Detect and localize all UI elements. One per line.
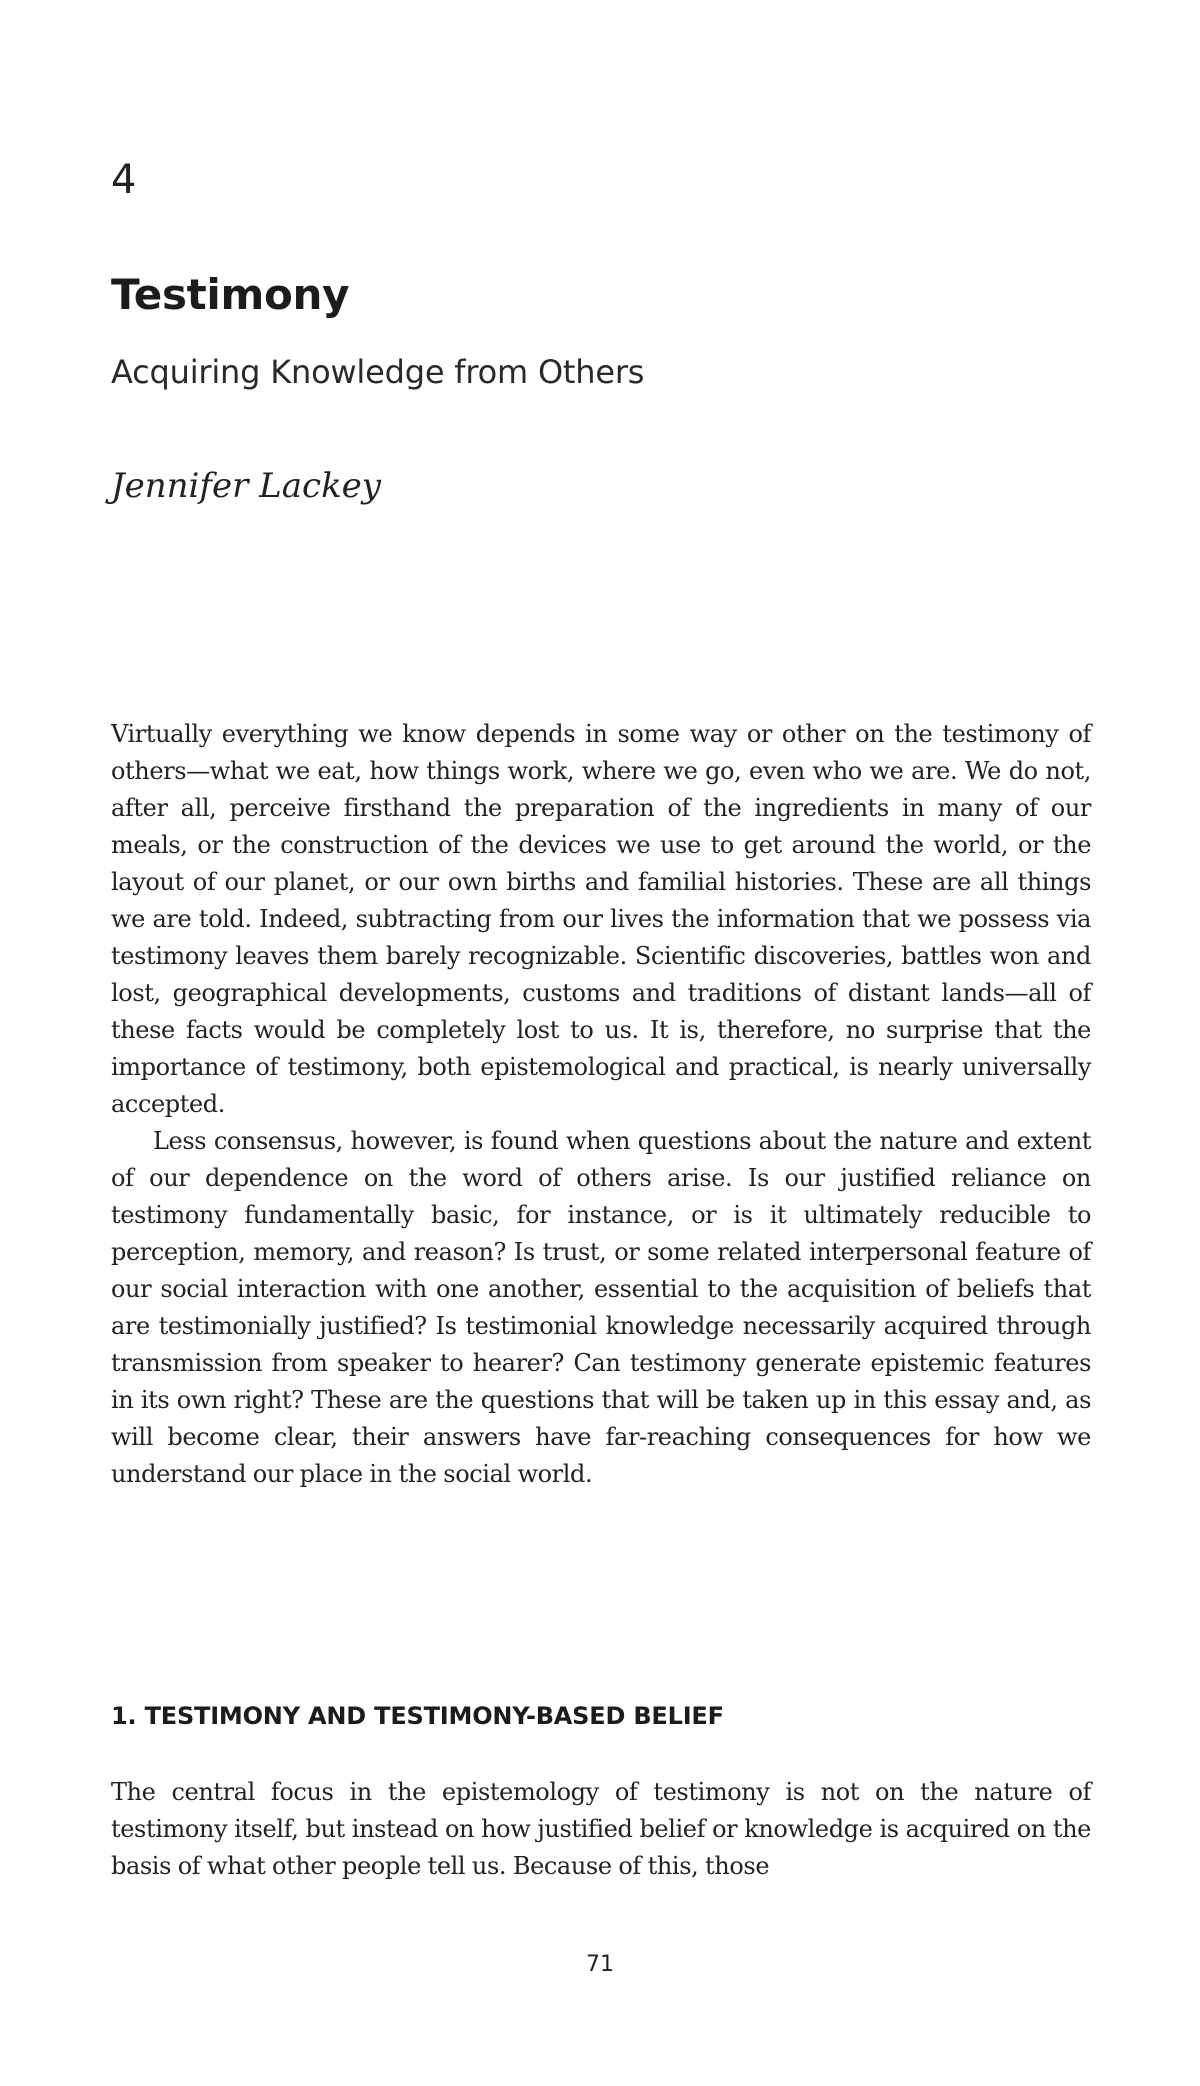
section-paragraph-1: The central focus in the epistemology of testimony is not on the nature of testimony itself, but instead on how justified belief or knowledge is acquired on the basis of what other people tell us. Because of this, those <box>111 1778 1091 1880</box>
author-name: Jennifer Lackey <box>111 466 382 506</box>
intro-paragraph-1: Virtually everything we know depends in some way or other on the testimony of others—what we eat, how things work, where we go, even who we are. We do not, after all, perceive firsthand the preparation of the ingredients in many of our meals, or the construction of the devices we use to get around the world, or the layout of our planet, or our own births and familial histories. These are all things we are told. Indeed, subtracting from our lives the information that we possess via testimony leaves them barely recognizable. Scientific discoveries, battles won and lost, geographical developments, customs and traditions of distant lands—all of these facts would be completely lost to us. It is, therefore, no surprise that the importance of testimony, both epistemological and practical, is nearly universally accepted. <box>111 720 1091 1118</box>
chapter-subtitle: Acquiring Knowledge from Others <box>111 353 645 391</box>
intro-text <box>111 716 1091 1493</box>
page-number: 71 <box>586 1952 614 1977</box>
chapter-number: 4 <box>111 157 137 203</box>
section-text <box>111 1774 1091 1885</box>
intro-paragraph-2: Less consensus, however, is found when questions about the nature and extent of our dependence on the word of others arise. Is our justified reliance on testimony fundamentally basic, for instance, or is it ultimately reducible to perception, memory, and reason? Is trust, or some related interpersonal feature of our social interaction with one another, essential to the acquisition of beliefs that are testimonially justified? Is testimonial knowledge necessarily acquired through transmission from speaker to hearer? Can testimony generate epistemic features in its own right? These are the questions that will be taken up in this essay and, as will become clear, their answers have far-reaching consequences for how we understand our place in the social world. <box>111 1127 1091 1488</box>
chapter-title: Testimony <box>111 270 350 319</box>
section-heading: 1. TESTIMONY AND TESTIMONY-BASED BELIEF <box>111 1702 724 1730</box>
